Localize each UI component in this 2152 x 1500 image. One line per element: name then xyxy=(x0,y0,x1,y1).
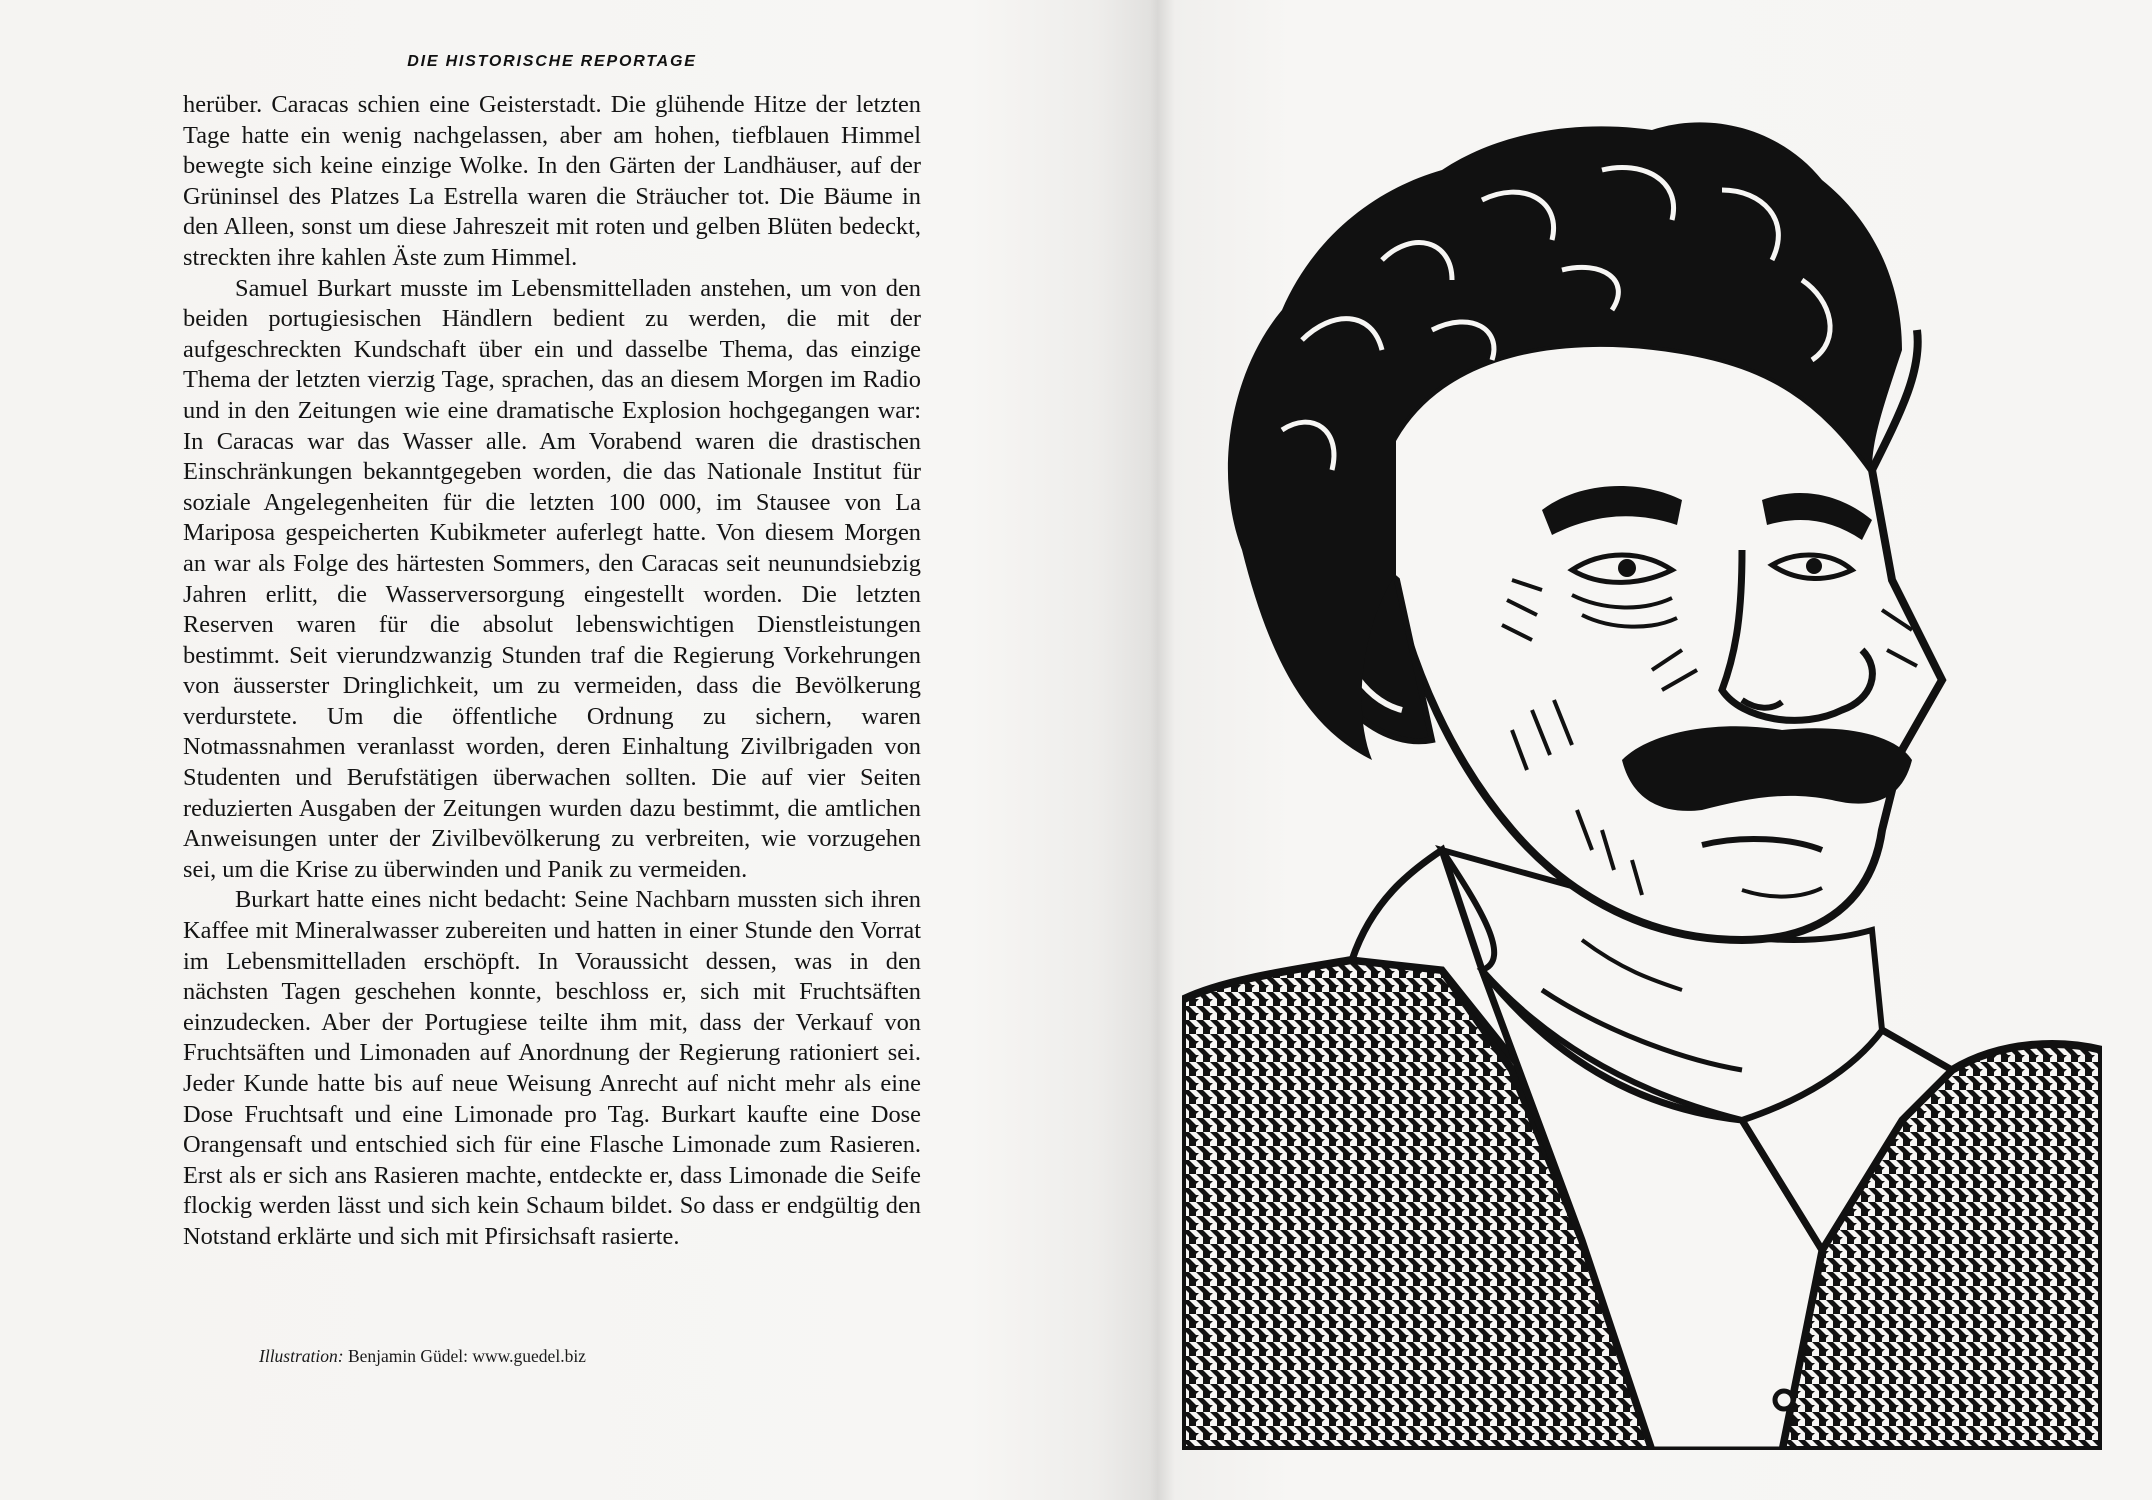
running-head: DIE HISTORISCHE REPORTAGE xyxy=(407,53,697,70)
paragraph-2: Samuel Burkart musste im Lebensmittelladen anstehen, um von den beiden portugiesischen Händlern bedient zu werden, die mit der aufgeschreckten Kundschaft über ein und dasselbe Thema, das einzige Thema der letzten vierzig Tage, sprachen, das an diesem Morgen im Radio und in den Zeitungen wie eine dramatische Explosion hochgegangen war: In Caracas war das Wasser alle. Am Vorabend waren die drastischen Einschränkungen bekanntgegeben worden, die das Nationale Institut für soziale Angelegenheiten für die letzten 100 000, im Stausee von La Mariposa gespeicherten Kubikmeter auferlegt hatte. Von diesem Morgen an war als Folge des härtesten Sommers, den Caracas seit neunundsiebzig Jahren erlitt, die Wasserversorgung eingestellt worden. Die letzten Reserven waren für die absolut lebenswichtigen Dienstleistungen bestimmt. Seit vierundzwanzig Stunden traf die Regierung Vorkehrungen von äusserster Dringlichkeit, um zu vermeiden, dass die Bevölkerung verdurstete. Um die öffentliche Ordnung zu sichern, waren Notmassnahmen veranlasst worden, deren Einhaltung Zivilbrigaden von Studenten und Berufstätigen überwachen sollten. Die auf vier Seiten reduzierten Ausgaben der Zeitungen wurden dazu bestimmt, die amtlichen Anweisungen unter der Zivilbevölkerung zu verbreiten, wie vorzugehen sei, um die Krise zu überwinden und Panik zu vermeiden. xyxy=(183,274,921,883)
shirt-button-shape xyxy=(1775,1391,1793,1409)
left-page xyxy=(0,0,1070,1500)
right-page xyxy=(1078,0,2152,1500)
portrait-illustration xyxy=(1182,110,2102,1450)
article-body xyxy=(183,90,921,1253)
credit-label: Illustration: xyxy=(259,1346,344,1366)
illustration-credit xyxy=(259,1346,586,1367)
paragraph-1: herüber. Caracas schien eine Geisterstadt. Die glühende Hitze der letzten Tage hatte ein wenig nachgelassen, aber am hohen, tiefblauen Himmel bewegte sich keine einzige Wolke. In den Gärten der Landhäuser, auf der Grüninsel des Platzes La Estrella waren die Sträucher tot. Die Bäume in den Alleen, sonst um diese Jahreszeit mit roten und gelben Blüten bedeckt, streckten ihre kahlen Äste zum Himmel. xyxy=(183,91,921,271)
paragraph-3: Burkart hatte eines nicht bedacht: Seine Nachbarn mussten sich ihren Kaffee mit Mineralwasser zubereiten und hatten in einer Stunde den Vorrat im Lebensmittelladen erschöpft. In Voraussicht dessen, was in den nächsten Tagen geschehen konnte, beschloss er, sich mit Fruchtsäften einzudecken. Aber der Portugiese teilte ihm mit, dass der Verkauf von Fruchtsäften und Limonaden auf Anordnung der Regierung rationiert sei. Jeder Kunde hatte bis auf neue Weisung Anrecht auf nicht mehr als eine Dose Fruchtsaft und eine Limonade pro Tag. Burkart kaufte eine Dose Orangensaft und entschied sich für eine Flasche Limonade zum Rasieren. Erst als er sich ans Rasieren machte, entdeckte er, dass Limonade die Seife flockig werden lässt und sich kein Schaum bildet. So dass er endgültig den Notstand erklärte und sich mit Pfirsichsaft rasierte. xyxy=(183,886,921,1250)
credit-text: Benjamin Güdel: www.guedel.biz xyxy=(347,1346,586,1366)
